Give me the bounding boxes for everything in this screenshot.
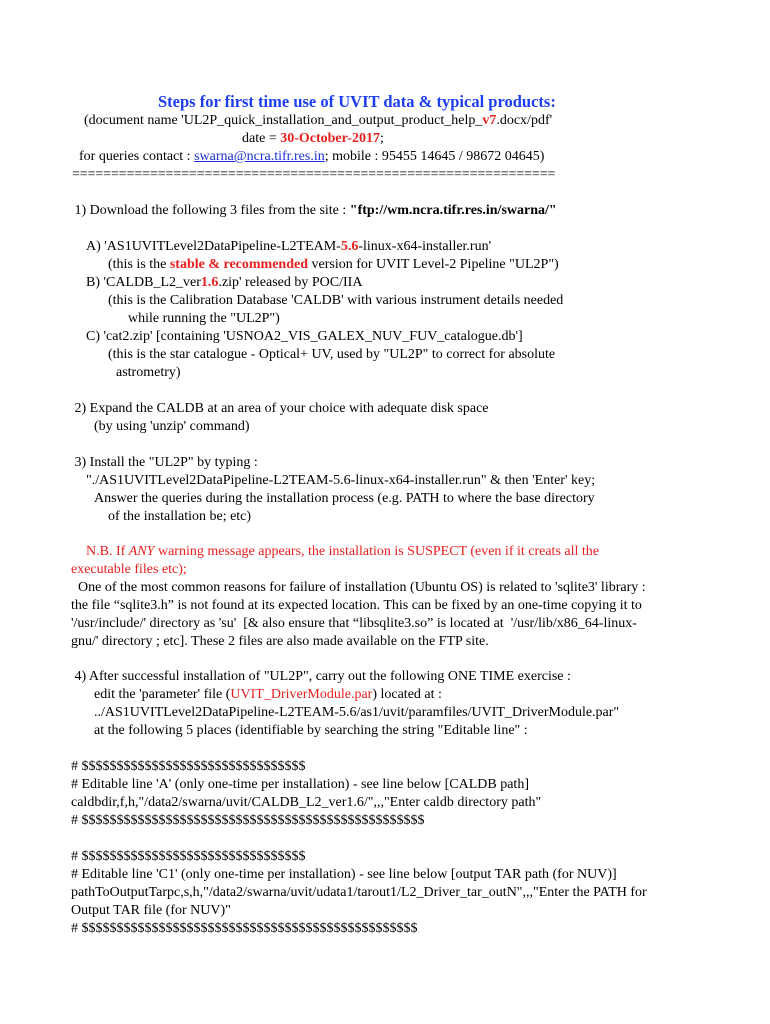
file-b-prefix: B) 'CALDB_L2_ver — [86, 275, 201, 290]
separator-line: ============================================================== — [72, 167, 556, 182]
block-a-dollars-bottom: # $$$$$$$$$$$$$$$$$$$$$$$$$$$$$$$$$$$$$$$$$$$$$$$$$ — [71, 813, 425, 828]
block-c1-comment: # Editable line 'C1' (only one-time per installation) - see line below [output TAR path (for NUV)] — [71, 867, 617, 882]
step2-heading: 2) Expand the CALDB at an area of your choice with adequate disk space — [71, 401, 489, 416]
step4-edit-line — [94, 686, 442, 704]
step4-heading: 4) After successful installation of "UL2P", carry out the following ONE TIME exercise : — [71, 669, 571, 684]
file-b-version: 1.6 — [200, 275, 219, 290]
step3-note-2: of the installation be; etc) — [108, 509, 252, 524]
date-line — [242, 130, 384, 148]
document-title: Steps for first time use of UVIT data & typical products: — [158, 92, 556, 111]
block-c1-code-2: Output TAR file (for NUV)" — [71, 903, 231, 918]
step3-command: "./AS1UVITLevel2DataPipeline-L2TEAM-5.6-linux-x64-installer.run" & then 'Enter' key; — [86, 473, 596, 488]
driver-module-file: UVIT_DriverModule.par — [230, 687, 373, 702]
step3-note-1: Answer the queries during the installation process (e.g. PATH to where the base directory — [94, 491, 595, 506]
file-c-line: C) 'cat2.zip' [containing 'USNOA2_VIS_GALEX_NUV_FUV_catalogue.db'] — [86, 329, 523, 344]
file-b-line — [86, 274, 362, 292]
file-a-note-suffix: version for UVIT Level-2 Pipeline "UL2P") — [308, 257, 559, 272]
step4-places: at the following 5 places (identifiable by searching the string "Editable line" : — [94, 723, 528, 738]
file-a-note — [108, 256, 559, 274]
date-value: 30-October-2017 — [280, 131, 381, 146]
file-a-version: 5.6 — [340, 239, 359, 254]
block-a-code: caldbdir,f,h,"/data2/swarna/uvit/CALDB_L2_ver1.6/",,,"Enter caldb directory path" — [71, 795, 542, 810]
file-b-suffix: .zip' released by POC/IIA — [218, 275, 363, 290]
file-b-note-1: (this is the Calibration Database 'CALDB' with various instrument details needed — [108, 293, 564, 308]
file-a-note-prefix: (this is the — [108, 257, 170, 272]
file-a-suffix: -linux-x64-installer.run' — [358, 239, 492, 254]
ftp-site: "ftp://wm.ncra.tifr.res.in/swarna/" — [349, 203, 557, 218]
step2-note: (by using 'unzip' command) — [94, 419, 250, 434]
stable-recommended-text: stable & recommended — [169, 257, 309, 272]
sqlite-para-3: '/usr/include/' directory as 'su' [& also ensure that “libsqlite3.so” is located at '/usr/lib/x86_64-linux- — [71, 616, 637, 631]
docname-version: v7 — [482, 113, 497, 128]
contact-line — [79, 148, 544, 166]
nb-warning-line-1 — [86, 543, 599, 561]
contact-mobile: ; mobile : 95455 14645 / 98672 04645) — [324, 149, 545, 164]
date-suffix: ; — [380, 131, 384, 146]
block-c1-dollars-bottom: # $$$$$$$$$$$$$$$$$$$$$$$$$$$$$$$$$$$$$$$$$$$$$$$$ — [71, 921, 418, 936]
contact-label: for queries contact : — [79, 149, 195, 164]
nb-prefix: N.B. If — [86, 544, 129, 559]
contact-email-link[interactable]: swarna@ncra.tifr.res.in — [194, 149, 325, 164]
block-c1-dollars-top: # $$$$$$$$$$$$$$$$$$$$$$$$$$$$$$$$ — [71, 849, 306, 864]
docname-suffix: .docx/pdf' — [496, 113, 553, 128]
step1-heading — [71, 202, 557, 220]
step3-heading: 3) Install the "UL2P" by typing : — [71, 455, 258, 470]
file-c-note-2: astrometry) — [116, 365, 181, 380]
step4-path: ../AS1UVITLevel2DataPipeline-L2TEAM-5.6/as1/uvit/paramfiles/UVIT_DriverModule.par" — [94, 705, 620, 720]
file-b-note-2: while running the "UL2P") — [128, 311, 280, 326]
step1-text: 1) Download the following 3 files from the site : — [71, 203, 350, 218]
step4-edit-prefix: edit the 'parameter' file ( — [94, 687, 231, 702]
block-c1-code-1: pathToOutputTarpc,s,h,"/data2/swarna/uvit/udata1/tarout1/L2_Driver_tar_outN",,,"Enter the PATH for — [71, 885, 647, 900]
nb-warning-line-2: executable files etc); — [71, 562, 187, 577]
file-c-note-1: (this is the star catalogue - Optical+ UV, used by "UL2P" to correct for absolute — [108, 347, 556, 362]
block-a-comment: # Editable line 'A' (only one-time per installation) - see line below [CALDB path] — [71, 777, 529, 792]
file-a-prefix: A) 'AS1UVITLevel2DataPipeline-L2TEAM- — [86, 239, 341, 254]
document-name-line — [84, 112, 552, 130]
sqlite-para-2: the file “sqlite3.h” is not found at its expected location. This can be fixed by an one-time copying it to — [71, 598, 642, 613]
sqlite-para-4: gnu/' directory ; etc]. These 2 files are also made available on the FTP site. — [71, 634, 489, 649]
nb-any: ANY — [128, 544, 155, 559]
file-a-line — [86, 238, 491, 256]
step4-edit-suffix: ) located at : — [372, 687, 442, 702]
sqlite-para-1: One of the most common reasons for failure of installation (Ubuntu OS) is related to 'sqlite3' library : — [71, 580, 646, 595]
nb-suffix: warning message appears, the installation is SUSPECT (even if it creats all the — [154, 544, 599, 559]
block-a-dollars-top: # $$$$$$$$$$$$$$$$$$$$$$$$$$$$$$$$ — [71, 759, 306, 774]
docname-prefix: (document name 'UL2P_quick_installation_and_output_product_help_ — [84, 113, 483, 128]
date-label: date = — [242, 131, 281, 146]
